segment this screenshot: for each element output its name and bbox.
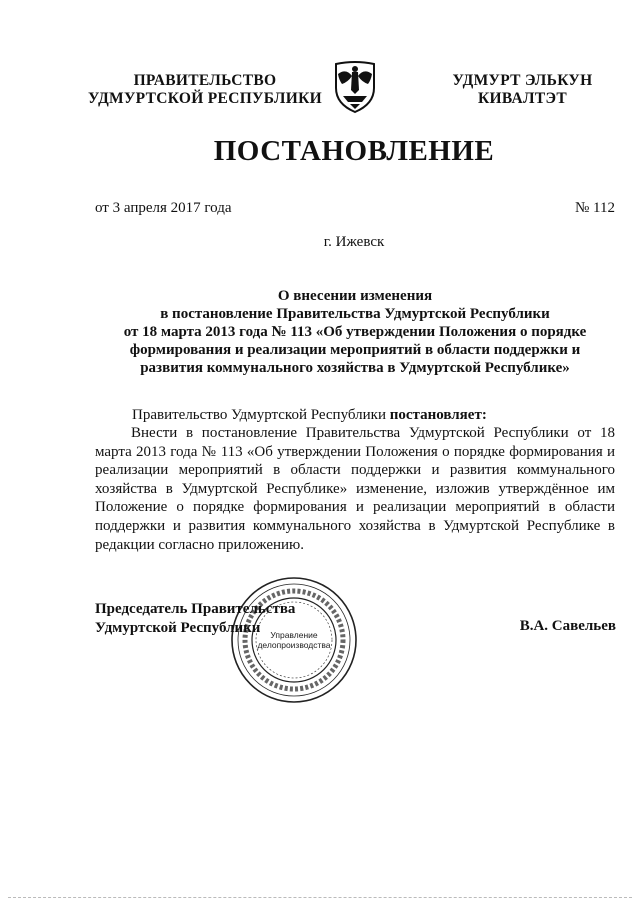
document-title: ПОСТАНОВЛЕНИЕ [213,135,495,167]
stamp-line2: делопроизводства [257,640,331,650]
stamp-line1: Управление [270,630,318,640]
header-left [60,72,350,108]
signatory-title [95,600,295,638]
header-right-line2: КИВАЛТЭТ [478,90,567,107]
preamble-verb: постановляет: [389,407,487,423]
subject-line1: О внесении изменения [277,288,433,304]
signatory-title-line2: Удмуртской Республики [95,620,261,636]
preamble-text: Правительство Удмуртской Республики [132,407,390,423]
coat-of-arms-icon [330,60,380,114]
header-left-line1: ПРАВИТЕЛЬСТВО [133,72,277,89]
document-city: г. Ижевск [323,234,385,250]
header-left-line2: УДМУРТСКОЙ РЕСПУБЛИКИ [87,90,322,107]
subject-line2: в постановление Правительства Удмуртской Республики [160,306,550,322]
scan-edge-line [8,897,632,898]
signatory-title-line1: Председатель Правительства [95,601,296,617]
document-number: № 112 [574,200,615,216]
header-right-line1: УДМУРТ ЭЛЬКУН [452,72,593,89]
document-date: от 3 апреля 2017 года [95,200,232,216]
preamble [132,407,487,424]
subject-line4: формирования и реализации мероприятий в области поддержки и [129,342,581,358]
subject-line3: от 18 марта 2013 года № 113 «Об утверждении Положения о порядке [123,324,587,340]
header-right [425,72,620,108]
subject-line5: развития коммунального хозяйства в Удмуртской Республике» [140,360,570,376]
document-body: Внести в постановление Правительства Удмуртской Республики от 18 марта 2013 года № 113 «Об утверждении Положения о порядке формирования и реализации мероприятий в области поддержки и развития коммунального хозяйства в Удмуртской Республике» изменение, изложив утверждённое им Положение о порядке формирования и реализации мероприятий в области поддержки и развития коммунального хозяйства в Удмуртской Республике в редакции согласно приложению. [95,425,615,553]
signatory-name: В.А. Савельев [519,618,616,634]
document-subject [110,287,600,377]
